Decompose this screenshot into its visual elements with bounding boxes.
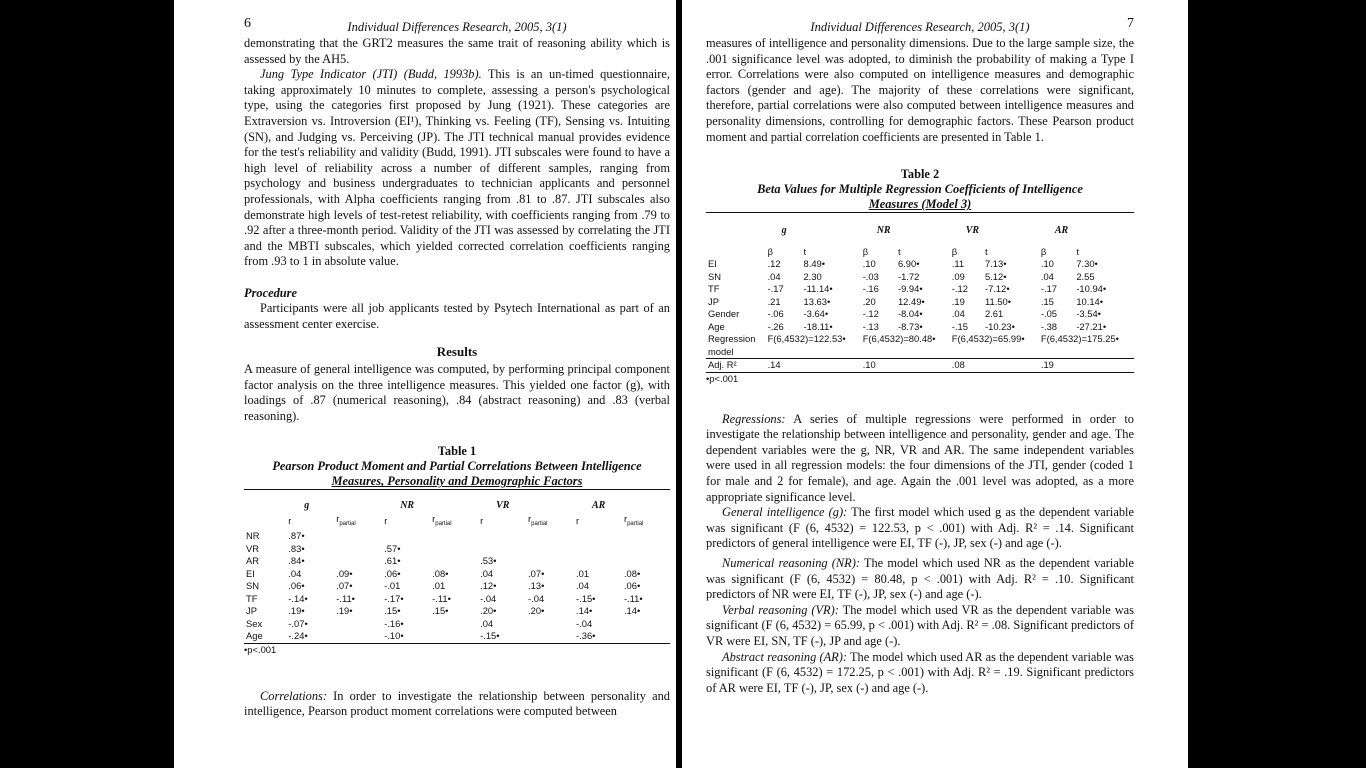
- table-cell: .15•: [432, 605, 449, 617]
- table1-subtitle: [244, 459, 670, 489]
- ar-text: The model which used AR as the dependent variable was significant (F (6, 4532) = 172.25, p < .001) with Adj. R² = .19. Significant predictors of AR were EI, TF (-), JP, sex (-) and age (-).: [706, 649, 1134, 695]
- journal-title: Individual Differences Research, 2005, 3(1): [347, 20, 567, 34]
- table-cell: .07•: [528, 567, 545, 579]
- table-cell: -.06: [767, 308, 784, 320]
- table-cell: -.16: [862, 283, 879, 295]
- table1-subhead: $r_{partial}$: [432, 512, 452, 527]
- table1-group-vr: VR: [496, 500, 510, 512]
- table2-subhead: β: [1040, 245, 1047, 257]
- table2-group-g: g: [781, 225, 787, 237]
- table-cell: -.17•: [384, 592, 404, 604]
- table-cell: .09•: [336, 567, 353, 579]
- table1-subhead: r: [288, 515, 292, 527]
- table-row: [244, 568, 670, 581]
- row-label: SN: [246, 580, 260, 592]
- table-cell: -.11•: [623, 592, 643, 604]
- table-cell: [622, 618, 670, 631]
- table-cell: -.24•: [288, 630, 308, 642]
- right-page: [682, 0, 1188, 768]
- table-cell: [430, 530, 478, 543]
- jti-body: This is an un-timed questionnaire, taking approximately 10 minutes to complete, assessing a person's psychological type, using the categories first proposed by Jung (1921). These categories are Extraversion vs. Introversion (EI¹), Thinking vs. Feeling (TF), Sensing vs. Intuiting (SN), and Judging vs. Perceiving (JP). The JTI technical manual provides evidence for the test's reliability and validity (Budd, 1991). JTI subscales were found to have a high level of reliability across a number of different samples, ranging from psychology and business undergraduates to technician applicants and personnel professionals, with Alpha coefficients ranging from .81 to .87. JTI subscales also demonstrate high levels of test-retest reliability, with coefficients ranging from .79 to .92 after a three-month period. Validity of the JTI was assessed by correlating the JTI and the MBTI subscales, which yielded corrected correlation coefficients ranging from .93 to 1 in absolute value.: [244, 67, 670, 269]
- table-cell: .04: [480, 567, 494, 579]
- table2-subhead: t: [1076, 245, 1079, 257]
- regression-label: Regression: [708, 333, 756, 345]
- regression-value-nr: F(6,4532)=80.48•: [862, 333, 936, 345]
- table2-subhead: t: [897, 245, 901, 257]
- row-label: EI: [708, 258, 717, 270]
- table-cell: 2.61: [984, 308, 1004, 320]
- table2-subtitle-line2: [706, 197, 1134, 212]
- table-row: [706, 283, 1134, 296]
- row-label: AR: [246, 555, 260, 567]
- table-cell: 11.50•: [984, 295, 1012, 307]
- table-cell: .15•: [384, 605, 401, 617]
- table-cell: 12.49•: [897, 295, 925, 307]
- table-cell: .04: [951, 308, 965, 320]
- table-cell: -.12: [862, 308, 879, 320]
- table-row: [706, 296, 1134, 309]
- table-cell: -.11•: [432, 592, 451, 604]
- table-cell: .07•: [336, 580, 353, 592]
- table-cell: -9.94•: [897, 283, 923, 295]
- paragraph-nr: [706, 556, 1134, 603]
- table-cell: .04: [576, 580, 590, 592]
- table-cell: [382, 530, 430, 543]
- journal-title: Individual Differences Research, 2005, 3(1): [810, 20, 1030, 34]
- table-cell: -18.11•: [803, 320, 833, 332]
- table-row: [244, 618, 670, 631]
- table-cell: 8.49•: [803, 258, 826, 270]
- paragraph: measures of intelligence and personality dimensions. Due to the large sample size, the .001 significance level was adopted, to diminish the probability of making a Type I error. Correlations were also computed on intelligence measures and demographic factors (gender and age). The majority of these correlations were significant, therefore, partial correlations were also computed between intelligence measures and personality dimensions, controlling for demographic factors. These Pearson product moment and partial correlation coefficients are presented in Table 1.: [706, 36, 1134, 144]
- table1-subhead: $r_{partial}$: [528, 512, 548, 527]
- table-cell: .20•: [528, 605, 545, 617]
- table-cell: -.03: [862, 270, 879, 282]
- paragraph-g: [706, 505, 1134, 552]
- table-cell: -27.21•: [1076, 320, 1107, 332]
- paragraph-jti: [244, 67, 670, 270]
- table-row: [244, 580, 670, 593]
- table-cell: [430, 630, 478, 643]
- table-cell: .15: [1040, 295, 1054, 307]
- table-cell: .19•: [288, 605, 305, 617]
- regression-value-vr: F(6,4532)=65.99•: [951, 333, 1025, 345]
- table-cell: .19•: [336, 605, 353, 617]
- table-row: [244, 530, 670, 543]
- table-cell: -.15•: [576, 592, 596, 604]
- table1-subhead: r: [480, 515, 484, 527]
- table-cell: .12: [767, 258, 781, 270]
- table-cell: -.07•: [288, 617, 308, 629]
- table-cell: [430, 543, 478, 556]
- table1-subhead: $r_{partial}$: [336, 512, 356, 527]
- row-label: JP: [708, 295, 719, 307]
- table1-subhead: r: [384, 515, 388, 527]
- adj-r2-vr: .08: [951, 359, 965, 371]
- nr-text: The model which used NR as the dependent variable was significant (F (6, 4532) = 80.48, p < .001) with Adj. R² = .10. Significant predictors of NR were EI, TF (-), JP, sex (-) and age (-).: [706, 556, 1134, 602]
- vr-text: The model which used VR as the dependent variable was significant (F (6, 4532) = 65.99, p < .001) with Adj. R² = .08. Significant predictors of VR were EI, SN, TF (-), JP and age (-).: [706, 602, 1134, 648]
- table-cell: .11: [951, 258, 965, 270]
- table-cell: -.04: [576, 617, 593, 629]
- table-cell: -.01: [384, 580, 401, 592]
- table2-group-nr: NR: [876, 225, 891, 237]
- table2-grid: [706, 212, 1134, 373]
- regression-value-g: F(6,4532)=122.53•: [767, 333, 846, 345]
- paragraph-ar: [706, 650, 1134, 697]
- adj-r2-g: .14: [767, 359, 781, 371]
- table1-group-nr: NR: [400, 500, 415, 512]
- page-number: 7: [1127, 16, 1134, 31]
- table-cell: [334, 555, 382, 568]
- table1-subtitle-line2-text: Measures, Personality and Demographic Factors: [331, 474, 583, 489]
- table-cell: -8.04•: [897, 308, 923, 320]
- table-cell: .19: [951, 295, 965, 307]
- table-cell: [478, 543, 526, 556]
- row-label: Gender: [708, 308, 740, 320]
- table-cell: .61•: [384, 555, 401, 567]
- table-cell: .14•: [576, 605, 593, 617]
- adj-r2-ar: .19: [1040, 359, 1054, 371]
- table-cell: [526, 555, 574, 568]
- table-row: [244, 605, 670, 618]
- table-cell: .06•: [384, 567, 401, 579]
- table-cell: 2.30: [803, 270, 822, 282]
- correlations-lead: Correlations:: [260, 688, 328, 703]
- table-cell: [622, 630, 670, 643]
- table2-subtitle: [706, 182, 1134, 212]
- table-cell: 6.90•: [897, 258, 920, 270]
- table-cell: 7.30•: [1076, 258, 1098, 270]
- table-cell: .21: [767, 295, 781, 307]
- table-cell: -10.23•: [984, 320, 1015, 332]
- table-cell: -.36•: [576, 630, 596, 642]
- table2-note: •p<.001: [706, 372, 739, 384]
- table-cell: -1.72: [897, 270, 920, 282]
- table1: [244, 444, 670, 654]
- table1-grid: [244, 489, 670, 643]
- row-label: TF: [246, 592, 258, 604]
- table2-group-vr: VR: [965, 225, 980, 237]
- table-cell: [526, 618, 574, 631]
- table-row: [244, 555, 670, 568]
- procedure-heading: Procedure: [244, 285, 297, 300]
- table-cell: 10.14•: [1076, 295, 1104, 307]
- paragraph-vr: [706, 603, 1134, 650]
- left-page-content: [244, 18, 670, 720]
- left-page: [174, 0, 676, 768]
- table2-subhead: β: [862, 245, 869, 257]
- table-cell: .10: [862, 258, 876, 270]
- table1-subtitle-line2: [244, 474, 670, 489]
- running-head: [706, 18, 1134, 36]
- row-label: EI: [246, 567, 255, 579]
- paragraph-regressions: [706, 412, 1134, 506]
- table-cell: 7.13•: [984, 258, 1007, 270]
- table-row: [706, 258, 1134, 271]
- table-row: [244, 630, 670, 643]
- table-cell: -7.12•: [984, 283, 1010, 295]
- table-cell: -.05: [1040, 308, 1057, 320]
- paragraph: demonstrating that the GRT2 measures the same trait of reasoning ability which is assessed by the AH5.: [244, 36, 670, 66]
- table1-group-g: g: [304, 500, 310, 512]
- row-label: VR: [246, 542, 260, 554]
- table2-subtitle-line1: Beta Values for Multiple Regression Coefficients of Intelligence: [757, 182, 1083, 197]
- table2-title: Table 2: [900, 167, 940, 182]
- g-text: The first model which used g as the dependent variable was significant (F (6, 4532) = 122.53, p < .001) with Adj. R² = .14. Significant predictors of general intelligence were EI, TF (-), JP, sex (-) and age (-).: [706, 505, 1134, 551]
- table-cell: .08•: [432, 567, 449, 579]
- table-cell: .01: [432, 580, 446, 592]
- table-cell: .87•: [288, 530, 305, 542]
- regression-value-ar: F(6,4532)=175.25•: [1040, 333, 1119, 345]
- regressions-lead: Regressions:: [722, 411, 786, 426]
- regressions-text: A series of multiple regressions were performed in order to investigate the relationship between intelligence and personality, gender and age. The dependent variables were the g, NR, VR and AR. The same independent variables were used in all regression models: the four dimensions of the JTI, gender (coded 1 for male and 2 for female), and age. Again the .001 level was adopted, as a more appropriate significance level.: [706, 411, 1134, 504]
- table-cell: [622, 543, 670, 556]
- table-cell: -.04: [528, 592, 545, 604]
- table-cell: -.38: [1040, 320, 1057, 332]
- jti-lead: Jung Type Indicator (JTI) (Budd, 1993b).: [260, 67, 482, 82]
- paragraph-correlations: [244, 689, 670, 720]
- table-cell: -10.94•: [1076, 283, 1107, 295]
- table-cell: .04: [480, 617, 494, 629]
- table-cell: 5.12•: [984, 270, 1007, 282]
- table1-subtitle-line1: Pearson Product Moment and Partial Correlations Between Intelligence: [272, 459, 642, 474]
- table-cell: .13•: [528, 580, 545, 592]
- row-label: Age: [246, 630, 263, 642]
- table-cell: [478, 530, 526, 543]
- table-cell: [574, 530, 622, 543]
- table-cell: [526, 543, 574, 556]
- table-cell: [334, 543, 382, 556]
- table-cell: .53•: [480, 555, 497, 567]
- table-cell: -.14•: [288, 592, 308, 604]
- row-label: Age: [708, 320, 725, 332]
- table2: [706, 167, 1134, 384]
- table-cell: .04: [288, 567, 302, 579]
- table-cell: [334, 530, 382, 543]
- table-cell: -.13: [862, 320, 879, 332]
- table-cell: .20•: [480, 605, 497, 617]
- table-cell: .06•: [623, 580, 641, 592]
- correlations-text: In order to investigate the relationship between personality and intelligence, Pearson product moment correlations were computed between: [244, 688, 670, 719]
- vr-lead: Verbal reasoning (VR):: [722, 602, 839, 617]
- table2-group-ar: AR: [1054, 225, 1069, 237]
- table-cell: -.11•: [336, 592, 355, 604]
- ar-lead: Abstract reasoning (AR):: [722, 649, 847, 664]
- table-row: [244, 593, 670, 606]
- table-row: [706, 308, 1134, 321]
- g-lead: General intelligence (g):: [722, 505, 848, 520]
- table-cell: -.17: [767, 283, 784, 295]
- table-cell: 2.55: [1076, 270, 1095, 282]
- adj-r2-label: Adj. R²: [708, 359, 737, 371]
- table-cell: -.17: [1040, 283, 1057, 295]
- results-heading: Results: [436, 344, 478, 360]
- table-cell: -8.73•: [897, 320, 923, 332]
- table-cell: [574, 555, 622, 568]
- table1-subhead: $r_{partial}$: [623, 512, 644, 527]
- table1-subhead-blank: [244, 513, 286, 530]
- table2-subtitle-line2-text: Measures (Model 3): [868, 197, 972, 212]
- table-cell: -.12: [951, 283, 968, 295]
- table1-subhead: r: [576, 515, 580, 527]
- table1-title: Table 1: [437, 444, 477, 459]
- table-cell: -.10•: [384, 630, 404, 642]
- table2-subhead: t: [803, 245, 807, 257]
- table1-group-ar: AR: [592, 500, 606, 512]
- table-cell: [334, 618, 382, 631]
- table2-subhead: β: [951, 245, 958, 257]
- table-cell: .04: [767, 270, 781, 282]
- table-cell: .04: [1040, 270, 1054, 282]
- table-cell: 13.63•: [803, 295, 831, 307]
- row-label: TF: [708, 283, 720, 295]
- table-cell: -.15: [951, 320, 968, 332]
- table-cell: [430, 555, 478, 568]
- results-text: A measure of general intelligence was computed, by performing principal component factor analysis on the three intelligence measures. This yielded one factor (g), with loadings of .87 (numerical reasoning), .84 (abstract reasoning) and .83 (verbal reasoning).: [244, 362, 670, 423]
- nr-lead: Numerical reasoning (NR):: [722, 556, 860, 570]
- page-number: 6: [244, 16, 251, 31]
- table-cell: .57•: [384, 542, 401, 554]
- table-cell: -3.64•: [803, 308, 829, 320]
- table-cell: .20: [862, 295, 876, 307]
- adj-r2-nr: .10: [862, 359, 876, 371]
- running-head: [244, 18, 670, 36]
- table-cell: -3.54•: [1076, 308, 1101, 320]
- table-cell: [526, 630, 574, 643]
- table-cell: [622, 530, 670, 543]
- table-row: [244, 543, 670, 556]
- row-label: Sex: [246, 617, 263, 629]
- table-cell: [622, 555, 670, 568]
- table-cell: -.26: [767, 320, 784, 332]
- table-cell: .09: [951, 270, 965, 282]
- row-label: SN: [708, 270, 722, 282]
- table1-note: •p<.001: [244, 643, 277, 655]
- table-row: [706, 321, 1134, 334]
- table-cell: -.04: [480, 592, 497, 604]
- model-label: model: [708, 345, 734, 357]
- table-cell: [526, 530, 574, 543]
- row-label: JP: [246, 605, 257, 617]
- table-cell: [430, 618, 478, 631]
- procedure-text: Participants were all job applicants tested by Psytech International as part of an assessment center exercise.: [244, 300, 670, 331]
- right-page-content: [706, 18, 1134, 696]
- table-cell: .06•: [288, 580, 305, 592]
- table-cell: .01: [576, 567, 590, 579]
- table-cell: .08•: [623, 567, 641, 579]
- table-cell: .10: [1040, 258, 1054, 270]
- row-label: NR: [246, 530, 260, 542]
- table-cell: -.16•: [384, 617, 404, 629]
- table-cell: .84•: [288, 555, 305, 567]
- table-cell: -.15•: [480, 630, 500, 642]
- table-cell: [334, 630, 382, 643]
- table-cell: .83•: [288, 542, 305, 554]
- table-row: [706, 271, 1134, 284]
- table2-subhead: t: [984, 245, 988, 257]
- table2-subhead: β: [767, 245, 773, 257]
- table-cell: [574, 543, 622, 556]
- table-cell: -11.14•: [803, 283, 833, 295]
- table-cell: .14•: [623, 605, 641, 617]
- table-cell: .12•: [480, 580, 497, 592]
